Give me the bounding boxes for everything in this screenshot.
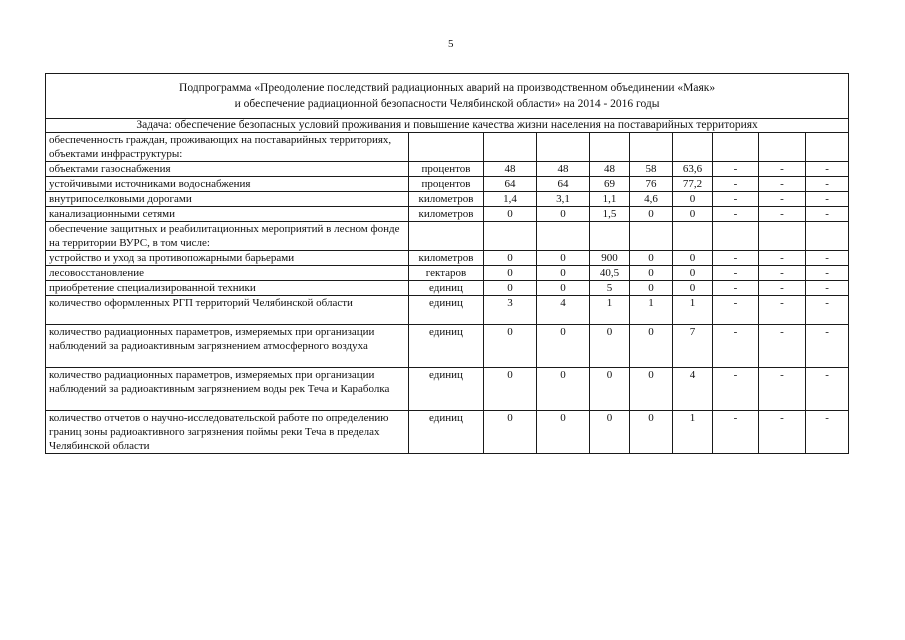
indicator-value: -: [759, 325, 806, 368]
indicator-value: 0: [673, 266, 713, 281]
indicator-value: [630, 222, 673, 251]
indicator-value: [484, 133, 537, 162]
table-row: [46, 162, 849, 177]
page-number: 5: [448, 38, 454, 50]
indicator-value: 3,1: [537, 192, 590, 207]
indicator-name: обеспеченность граждан, проживающих на поставарийных территориях, объектами инфраструктуры:: [46, 133, 409, 162]
indicator-name: количество радиационных параметров, измеряемых при организации наблюдений за радиоактивным загрязнением воды рек Теча и Караболка: [46, 368, 409, 411]
indicator-unit: единиц: [409, 281, 484, 296]
indicator-value: [713, 133, 759, 162]
indicator-value: 4: [537, 296, 590, 325]
indicator-value: -: [759, 207, 806, 222]
indicator-name: объектами газоснабжения: [46, 162, 409, 177]
indicator-value: 69: [590, 177, 630, 192]
indicator-unit: гектаров: [409, 266, 484, 281]
indicator-value: [673, 222, 713, 251]
indicator-value: 76: [630, 177, 673, 192]
indicator-unit: километров: [409, 251, 484, 266]
indicator-value: 1,4: [484, 192, 537, 207]
indicator-value: -: [806, 192, 849, 207]
task-text: Задача: обеспечение безопасных условий проживания и повышение качества жизни населения на поставарийных территориях: [46, 119, 849, 133]
indicator-value: -: [759, 162, 806, 177]
indicator-value: 3: [484, 296, 537, 325]
indicator-value: 0: [537, 207, 590, 222]
indicator-value: -: [806, 296, 849, 325]
indicator-name: устойчивыми источниками водоснабжения: [46, 177, 409, 192]
indicator-value: 0: [484, 281, 537, 296]
indicator-value: -: [713, 325, 759, 368]
indicator-unit: единиц: [409, 325, 484, 368]
indicator-value: -: [713, 251, 759, 266]
indicator-value: [484, 222, 537, 251]
indicator-value: -: [806, 281, 849, 296]
indicator-value: -: [806, 207, 849, 222]
indicator-value: 0: [537, 411, 590, 454]
indicators-table: [45, 73, 849, 454]
indicator-unit: единиц: [409, 296, 484, 325]
indicator-value: 0: [630, 411, 673, 454]
indicator-unit: единиц: [409, 368, 484, 411]
indicator-value: 0: [630, 207, 673, 222]
indicator-value: 1,5: [590, 207, 630, 222]
indicator-value: -: [759, 251, 806, 266]
indicator-value: 48: [537, 162, 590, 177]
table-row: [46, 296, 849, 325]
indicator-unit: процентов: [409, 177, 484, 192]
indicator-value: -: [713, 162, 759, 177]
indicator-value: -: [806, 368, 849, 411]
indicator-value: -: [713, 411, 759, 454]
indicator-value: [590, 222, 630, 251]
table-row: [46, 222, 849, 251]
indicator-value: 0: [537, 281, 590, 296]
indicator-value: -: [713, 177, 759, 192]
indicator-value: 64: [537, 177, 590, 192]
table-row: [46, 177, 849, 192]
indicator-value: 0: [537, 266, 590, 281]
table-row: [46, 207, 849, 222]
indicator-value: -: [759, 411, 806, 454]
indicator-value: 5: [590, 281, 630, 296]
indicator-name: внутрипоселковыми дорогами: [46, 192, 409, 207]
indicator-value: 0: [537, 368, 590, 411]
indicator-value: 0: [673, 192, 713, 207]
indicator-name: приобретение специализированной техники: [46, 281, 409, 296]
indicator-value: [806, 133, 849, 162]
indicator-value: -: [759, 192, 806, 207]
indicator-value: -: [759, 177, 806, 192]
indicator-value: 64: [484, 177, 537, 192]
indicator-value: [537, 222, 590, 251]
table-row: [46, 251, 849, 266]
indicator-value: 0: [537, 325, 590, 368]
indicator-value: -: [806, 251, 849, 266]
indicator-value: 7: [673, 325, 713, 368]
indicator-value: -: [759, 266, 806, 281]
indicator-value: 0: [590, 325, 630, 368]
indicator-unit: процентов: [409, 162, 484, 177]
indicator-value: 1: [673, 411, 713, 454]
indicator-value: 4,6: [630, 192, 673, 207]
indicator-value: 0: [630, 251, 673, 266]
indicator-value: [537, 133, 590, 162]
indicator-value: 0: [673, 281, 713, 296]
indicator-value: 0: [630, 281, 673, 296]
indicator-value: -: [713, 266, 759, 281]
indicator-value: 0: [630, 266, 673, 281]
indicator-value: 0: [590, 368, 630, 411]
indicator-value: 48: [484, 162, 537, 177]
indicator-value: [759, 222, 806, 251]
indicator-value: 1: [630, 296, 673, 325]
indicator-value: 1: [590, 296, 630, 325]
indicator-name: количество радиационных параметров, измеряемых при организации наблюдений за радиоактивным загрязнением атмосферного воздуха: [46, 325, 409, 368]
indicator-value: -: [806, 177, 849, 192]
indicator-value: -: [806, 325, 849, 368]
task-row: [46, 119, 849, 133]
indicator-value: 40,5: [590, 266, 630, 281]
indicator-value: -: [713, 207, 759, 222]
indicator-value: 0: [673, 251, 713, 266]
indicator-value: 0: [484, 368, 537, 411]
table-row: [46, 411, 849, 454]
indicator-name: количество оформленных РГП территорий Челябинской области: [46, 296, 409, 325]
indicator-value: [590, 133, 630, 162]
indicator-value: -: [713, 192, 759, 207]
indicator-value: -: [806, 266, 849, 281]
indicator-value: 0: [484, 325, 537, 368]
indicator-value: -: [806, 411, 849, 454]
indicator-value: [673, 133, 713, 162]
indicator-value: 4: [673, 368, 713, 411]
indicator-value: 0: [630, 368, 673, 411]
indicator-value: 0: [484, 266, 537, 281]
indicator-unit: километров: [409, 207, 484, 222]
indicator-name: устройство и уход за противопожарными барьерами: [46, 251, 409, 266]
indicator-value: 0: [537, 251, 590, 266]
indicator-value: 77,2: [673, 177, 713, 192]
indicator-value: -: [713, 368, 759, 411]
table-row: [46, 325, 849, 368]
indicator-value: [759, 133, 806, 162]
indicator-value: -: [759, 281, 806, 296]
indicator-unit: [409, 222, 484, 251]
indicator-value: 0: [630, 325, 673, 368]
subprogram-header-row: [46, 74, 849, 119]
indicator-name: обеспечение защитных и реабилитационных мероприятий в лесном фонде на территории ВУРС, в том числе:: [46, 222, 409, 251]
table-row: [46, 133, 849, 162]
indicator-value: -: [713, 281, 759, 296]
indicator-value: [713, 222, 759, 251]
table-row: [46, 281, 849, 296]
indicator-name: канализационными сетями: [46, 207, 409, 222]
subprogram-title-line2: и обеспечение радиационной безопасности Челябинской области» на 2014 - 2016 годы: [234, 98, 660, 110]
indicator-value: 0: [484, 251, 537, 266]
indicator-value: 63,6: [673, 162, 713, 177]
indicator-value: -: [806, 162, 849, 177]
indicator-value: -: [713, 296, 759, 325]
indicator-value: 58: [630, 162, 673, 177]
indicator-value: 0: [590, 411, 630, 454]
indicator-value: 1: [673, 296, 713, 325]
indicator-value: -: [759, 368, 806, 411]
indicator-value: [630, 133, 673, 162]
table-row: [46, 368, 849, 411]
table-row: [46, 266, 849, 281]
indicator-value: 0: [673, 207, 713, 222]
indicator-name: лесовосстановление: [46, 266, 409, 281]
indicator-name: количество отчетов о научно-исследовательской работе по определению границ зоны радиоактивного загрязнения поймы реки Теча в пределах Челябинской области: [46, 411, 409, 454]
table-row: [46, 192, 849, 207]
subprogram-title-line1: Подпрограмма «Преодоление последствий радиационных аварий на производственном объединении «Маяк»: [179, 82, 716, 94]
indicator-unit: километров: [409, 192, 484, 207]
indicator-value: -: [759, 296, 806, 325]
subprogram-title: [46, 74, 849, 119]
indicator-value: 0: [484, 411, 537, 454]
indicator-value: [806, 222, 849, 251]
indicator-value: 0: [484, 207, 537, 222]
indicator-value: 1,1: [590, 192, 630, 207]
indicator-value: 900: [590, 251, 630, 266]
indicator-value: 48: [590, 162, 630, 177]
indicator-unit: [409, 133, 484, 162]
indicator-unit: единиц: [409, 411, 484, 454]
